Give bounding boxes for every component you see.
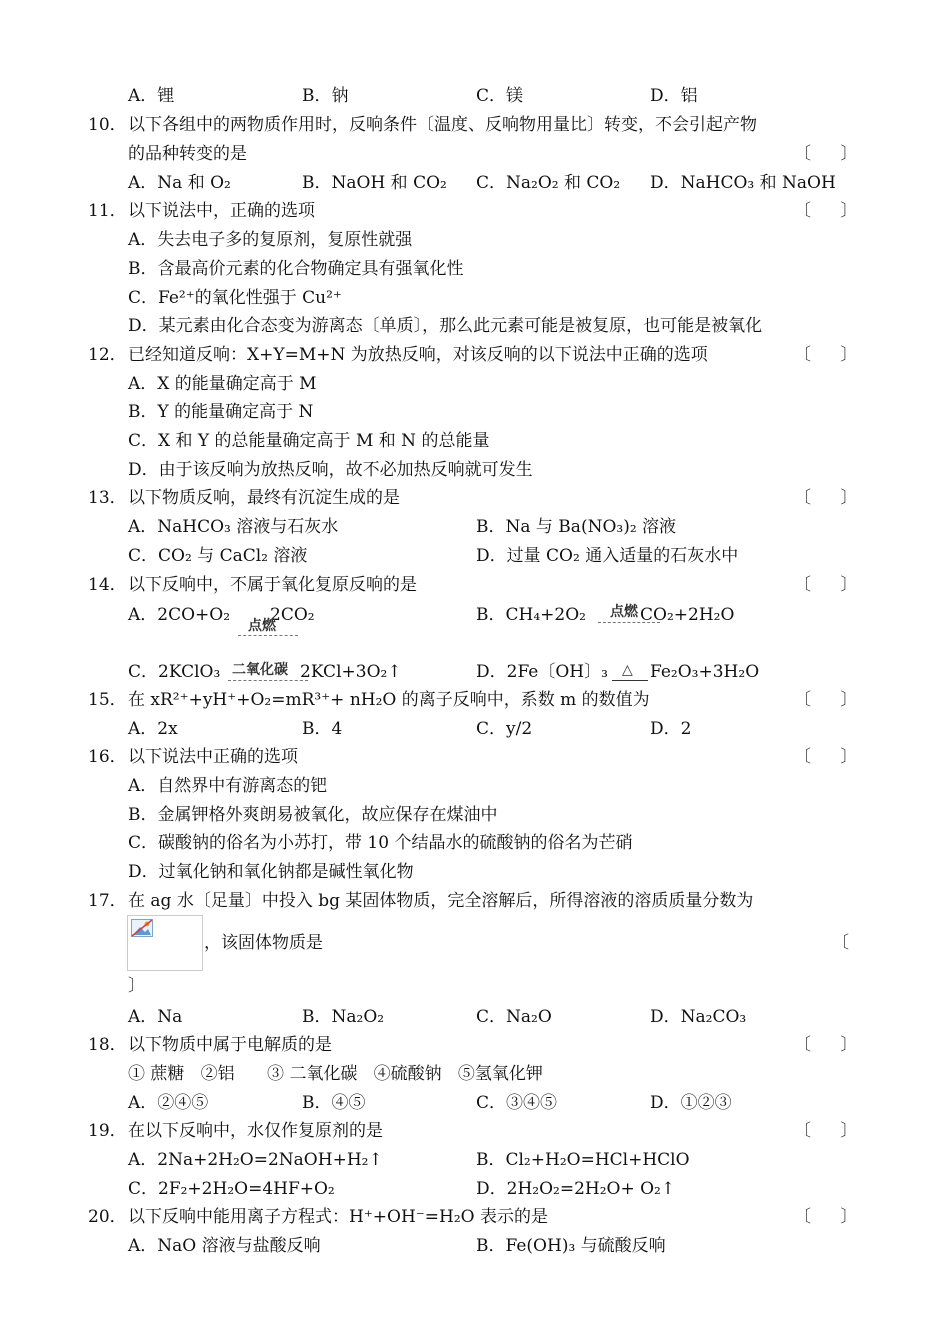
question-17 <box>0 888 950 914</box>
question-number: 13． <box>88 488 127 508</box>
answer-bracket: 〔 〕 <box>794 1207 870 1227</box>
option-c: C．碳酸钠的俗名为小苏打，带 10 个结晶水的硫酸钠的俗名为芒硝 <box>128 833 633 853</box>
option-d: D．2H₂O₂=2H₂O+ O₂↑ <box>476 1179 676 1199</box>
question-number: 20． <box>88 1207 127 1227</box>
option-b-reactants: B．CH₄+2O₂ <box>476 605 586 625</box>
option-b: B．Na₂O₂ <box>302 1007 385 1027</box>
question-text-cont: 的品种转变的是 <box>128 144 247 164</box>
option-a: A．失去电子多的复原剂，复原性就强 <box>128 230 413 250</box>
option-d: D．①②③ <box>650 1093 732 1113</box>
option-a: A．X 的能量确定高于 M <box>128 374 317 394</box>
question-19 <box>0 1118 950 1144</box>
question-16 <box>0 744 950 770</box>
question-text: 以下说法中，正确的选项 <box>128 201 315 221</box>
answer-bracket: 〔 〕 <box>794 345 870 365</box>
question-12 <box>0 342 950 368</box>
option-c: C．③④⑤ <box>476 1093 558 1113</box>
option-a: A．Na <box>128 1007 183 1027</box>
option-d: D．铝 <box>650 86 698 106</box>
option-b: B．含最高价元素的化合物确定具有强氧化性 <box>128 259 464 279</box>
question-number: 16． <box>88 747 127 767</box>
option-d: D．过氧化钠和氧化钠都是碱性氧化物 <box>128 862 414 882</box>
option-d: D．NaHCO₃ 和 NaOH <box>650 173 836 193</box>
option-a: A．2x <box>128 719 178 739</box>
answer-bracket: 〔 〕 <box>794 1035 870 1055</box>
question-text: 以下物质中属于电解质的是 <box>128 1035 332 1055</box>
option-c: C．Fe²⁺的氧化性强于 Cu²⁺ <box>128 288 342 308</box>
option-b-products: CO₂+2H₂O <box>640 605 735 625</box>
option-d: D．Na₂CO₃ <box>650 1007 747 1027</box>
option-c: C．2F₂+2H₂O=4HF+O₂ <box>128 1179 335 1199</box>
option-d: D．过量 CO₂ 通入适量的石灰水中 <box>476 546 739 566</box>
option-d-products: Fe₂O₃+3H₂O <box>650 662 760 682</box>
option-d-reactants: D．2Fe〔OH〕₃ <box>476 662 608 682</box>
reaction-condition-catalyst: 二氧化碳 <box>232 662 288 678</box>
heat-symbol: △ <box>622 662 633 678</box>
option-a: A．NaHCO₃ 溶液与石灰水 <box>128 517 339 537</box>
option-c: C．X 和 Y 的总能量确定高于 M 和 N 的总能量 <box>128 431 490 451</box>
question-number: 18． <box>88 1035 127 1055</box>
question-text: 在 xR²⁺+yH⁺+O₂=mR³⁺+ nH₂O 的离子反响中，系数 m 的数值为 <box>128 690 650 710</box>
question-text: 以下反响中能用离子方程式：H⁺+OH⁻=H₂O 表示的是 <box>128 1207 549 1227</box>
answer-bracket: 〔 〕 <box>794 690 870 710</box>
question-text: 以下物质反响，最终有沉淀生成的是 <box>128 488 400 508</box>
answer-bracket-open: 〔 <box>832 933 849 953</box>
answer-bracket: 〔 〕 <box>794 747 870 767</box>
option-c: C．Na₂O <box>476 1007 552 1027</box>
option-a: A．Na 和 O₂ <box>128 173 231 193</box>
option-a-reactants: A．2CO+O₂ <box>128 605 231 625</box>
question-text: 已经知道反响：X+Y=M+N 为放热反响，对该反响的以下说法中正确的选项 <box>128 345 708 365</box>
question-number: 17． <box>88 891 127 911</box>
answer-bracket: 〔 〕 <box>794 1121 870 1141</box>
question-text: 在以下反响中，水仅作复原剂的是 <box>128 1121 383 1141</box>
options-row <box>0 83 950 109</box>
question-11 <box>0 198 950 224</box>
option-a: A．2Na+2H₂O=2NaOH+H₂↑ <box>128 1150 383 1170</box>
reaction-condition-ignite: 点燃 <box>610 604 638 620</box>
reaction-arrow <box>228 680 308 681</box>
reaction-arrow <box>612 680 648 681</box>
question-13 <box>0 485 950 511</box>
reaction-condition-ignite: 点燃 <box>248 618 276 634</box>
answer-bracket-close: 〕 <box>128 976 145 996</box>
option-b: B．Fe(OH)₃ 与硫酸反响 <box>476 1236 666 1256</box>
option-c: C．镁 <box>476 86 524 106</box>
option-c: C．y/2 <box>476 719 533 739</box>
question-number: 10． <box>88 115 127 135</box>
question-number: 11． <box>88 201 127 221</box>
item-list: ① 蔗糖 ②铝 ③ 二氧化碳 ④硫酸钠 ⑤氢氧化钾 <box>128 1064 543 1084</box>
question-number: 14． <box>88 575 127 595</box>
question-20 <box>0 1204 950 1230</box>
answer-bracket: 〔 〕 <box>794 575 870 595</box>
question-18 <box>0 1032 950 1058</box>
option-a-products: 2CO₂ <box>270 605 315 625</box>
question-text: 在 ag 水〔足量〕中投入 bg 某固体物质，完全溶解后，所得溶液的溶质质量分数为 <box>128 891 754 911</box>
option-b: B．金属钾格外爽朗易被氧化，故应保存在煤油中 <box>128 805 498 825</box>
question-number: 15． <box>88 690 127 710</box>
option-b: B．4 <box>302 719 343 739</box>
question-number: 19． <box>88 1121 127 1141</box>
question-15 <box>0 687 950 713</box>
options-row <box>0 170 950 196</box>
option-d: D．由于该反响为放热反响，故不必加热反响就可发生 <box>128 460 533 480</box>
option-c-reactants: C．2KClO₃ <box>128 662 221 682</box>
question-number: 12． <box>88 345 127 365</box>
option-b: B．Cl₂+H₂O=HCl+HClO <box>476 1150 690 1170</box>
answer-bracket: 〔 〕 <box>794 144 870 164</box>
answer-bracket: 〔 〕 <box>794 201 870 221</box>
option-d: D．2 <box>650 719 692 739</box>
option-b: B．NaOH 和 CO₂ <box>302 173 447 193</box>
question-text-cont: ，该固体物质是 <box>204 933 323 953</box>
question-14 <box>0 572 950 598</box>
option-a: A．自然界中有游离态的钯 <box>128 776 328 796</box>
question-text: 以下说法中正确的选项 <box>128 747 298 767</box>
option-a: A．②④⑤ <box>128 1093 209 1113</box>
option-b: B．Na 与 Ba(NO₃)₂ 溶液 <box>476 517 677 537</box>
option-b: B．Y 的能量确定高于 N <box>128 402 314 422</box>
question-text: 以下各组中的两物质作用时，反响条件〔温度、反响物用量比〕转变，不会引起产物 <box>128 115 757 135</box>
option-b: B．钠 <box>302 86 349 106</box>
option-c: C．CO₂ 与 CaCl₂ 溶液 <box>128 546 308 566</box>
option-d: D．某元素由化合态变为游离态〔单质〕，那么此元素可能是被复原，也可能是被氧化 <box>128 316 763 336</box>
option-a: A．NaO 溶液与盐酸反响 <box>128 1236 321 1256</box>
reaction-arrow <box>238 635 298 636</box>
option-a: A．锂 <box>128 86 175 106</box>
question-10-cont <box>0 141 950 167</box>
question-10 <box>0 112 950 138</box>
option-c: C．Na₂O₂ 和 CO₂ <box>476 173 621 193</box>
reaction-arrow <box>598 622 660 623</box>
answer-bracket: 〔 〕 <box>794 488 870 508</box>
question-text: 以下反响中，不属于氧化复原反响的是 <box>128 575 417 595</box>
option-c-products: 2KCl+3O₂↑ <box>300 662 402 682</box>
option-b: B．④⑤ <box>302 1093 366 1113</box>
